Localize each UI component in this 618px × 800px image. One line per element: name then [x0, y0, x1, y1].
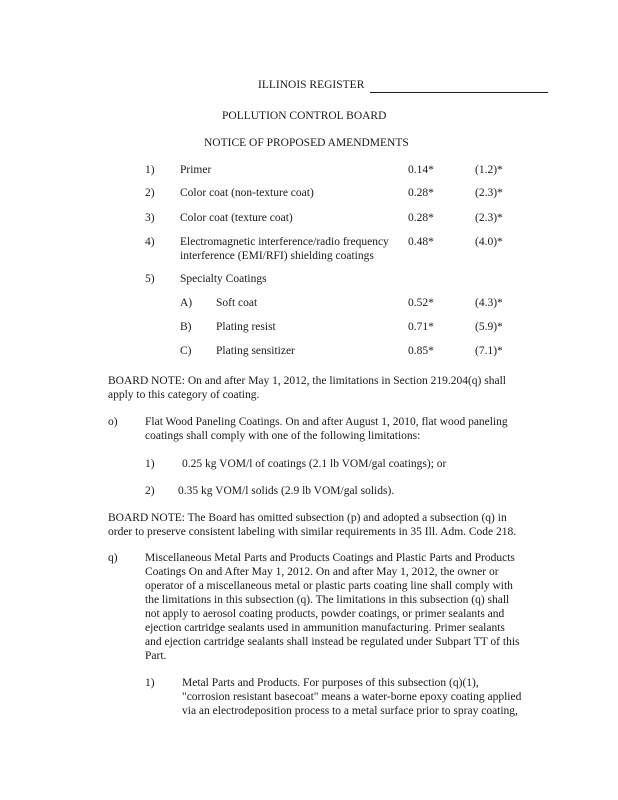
item-text: 0.35 kg VOM/l solids (2.9 lb VOM/gal solids).	[178, 485, 395, 497]
coating-limit: 0.14*	[408, 164, 434, 176]
section-text-line: coatings shall comply with one of the following limitations:	[145, 430, 421, 442]
coating-limit-alt: (5.9)*	[475, 321, 503, 333]
register-underline	[370, 92, 548, 93]
row-number: 1)	[145, 164, 155, 176]
notice-title: NOTICE OF PROPOSED AMENDMENTS	[204, 137, 409, 149]
coating-limit: 0.48*	[408, 236, 434, 248]
coating-limit: 0.28*	[408, 212, 434, 224]
item-number: 1)	[145, 458, 155, 470]
coating-limit-alt: (2.3)*	[475, 212, 503, 224]
coating-limit-alt: (4.3)*	[475, 297, 503, 309]
coating-name: Plating resist	[216, 321, 276, 333]
coating-name: Electromagnetic interference/radio frequency	[180, 236, 389, 248]
board-note-line: BOARD NOTE: The Board has omitted subsection (p) and adopted a subsection (q) in	[108, 512, 507, 524]
coating-limit-alt: (4.0)*	[475, 236, 503, 248]
board-title: POLLUTION CONTROL BOARD	[222, 110, 387, 122]
section-text-line: Part.	[145, 650, 167, 662]
section-text-line: Coatings On and After May 1, 2012. On and after May 1, 2012, the owner or	[145, 566, 499, 578]
coating-name: Soft coat	[216, 297, 258, 309]
coating-name-continued: interference (EMI/RFI) shielding coatings	[180, 250, 374, 262]
coating-name: Specialty Coatings	[180, 273, 267, 285]
coating-name: Plating sensitizer	[216, 345, 295, 357]
section-label: o)	[108, 416, 118, 428]
section-text-line: the limitations in this subsection (q). The limitations in this subsection (q) shall	[145, 594, 510, 606]
sub-letter: B)	[180, 321, 192, 333]
board-note-line: apply to this category of coating.	[108, 389, 260, 401]
sub-letter: A)	[180, 297, 193, 309]
section-text-line: Miscellaneous Metal Parts and Products Coatings and Plastic Parts and Products	[145, 552, 515, 564]
row-number: 4)	[145, 236, 155, 248]
coating-limit-alt: (7.1)*	[475, 345, 503, 357]
row-number: 2)	[145, 187, 155, 199]
register-title: ILLINOIS REGISTER	[258, 79, 365, 91]
subsection-text-line: Metal Parts and Products. For purposes of this subsection (q)(1),	[182, 677, 479, 689]
section-label: q)	[108, 552, 118, 564]
sub-letter: C)	[180, 345, 192, 357]
section-text-line: Flat Wood Paneling Coatings. On and after August 1, 2010, flat wood paneling	[145, 416, 508, 428]
coating-limit: 0.85*	[408, 345, 434, 357]
coating-name: Primer	[180, 164, 212, 176]
coating-limit: 0.28*	[408, 187, 434, 199]
coating-limit-alt: (2.3)*	[475, 187, 503, 199]
board-note-line: order to preserve consistent labeling with similar requirements in 35 Ill. Adm. Code 218.	[108, 526, 517, 538]
subsection-text-line: via an electrodeposition process to a metal surface prior to spray coating,	[182, 705, 518, 717]
subsection-number: 1)	[145, 677, 155, 689]
row-number: 3)	[145, 212, 155, 224]
section-text-line: ejection cartridge sealants used in ammunition manufacturing. Primer sealants	[145, 622, 505, 634]
section-text-line: not apply to aerosol coating products, powder coatings, or primer sealants and	[145, 608, 505, 620]
coating-name: Color coat (texture coat)	[180, 212, 293, 224]
section-text-line: and ejection cartridge sealants shall instead be regulated under Subpart TT of this	[145, 636, 520, 648]
coating-limit: 0.52*	[408, 297, 434, 309]
coating-limit: 0.71*	[408, 321, 434, 333]
coating-limit-alt: (1.2)*	[475, 164, 503, 176]
item-number: 2)	[145, 485, 155, 497]
board-note-line: BOARD NOTE: On and after May 1, 2012, the limitations in Section 219.204(q) shall	[108, 375, 506, 387]
row-number: 5)	[145, 273, 155, 285]
item-text: 0.25 kg VOM/l of coatings (2.1 lb VOM/gal coatings); or	[182, 458, 447, 470]
subsection-text-line: "corrosion resistant basecoat" means a water-borne epoxy coating applied	[182, 691, 522, 703]
coating-name: Color coat (non-texture coat)	[180, 187, 314, 199]
section-text-line: operator of a miscellaneous metal or plastic parts coating line shall comply with	[145, 580, 513, 592]
